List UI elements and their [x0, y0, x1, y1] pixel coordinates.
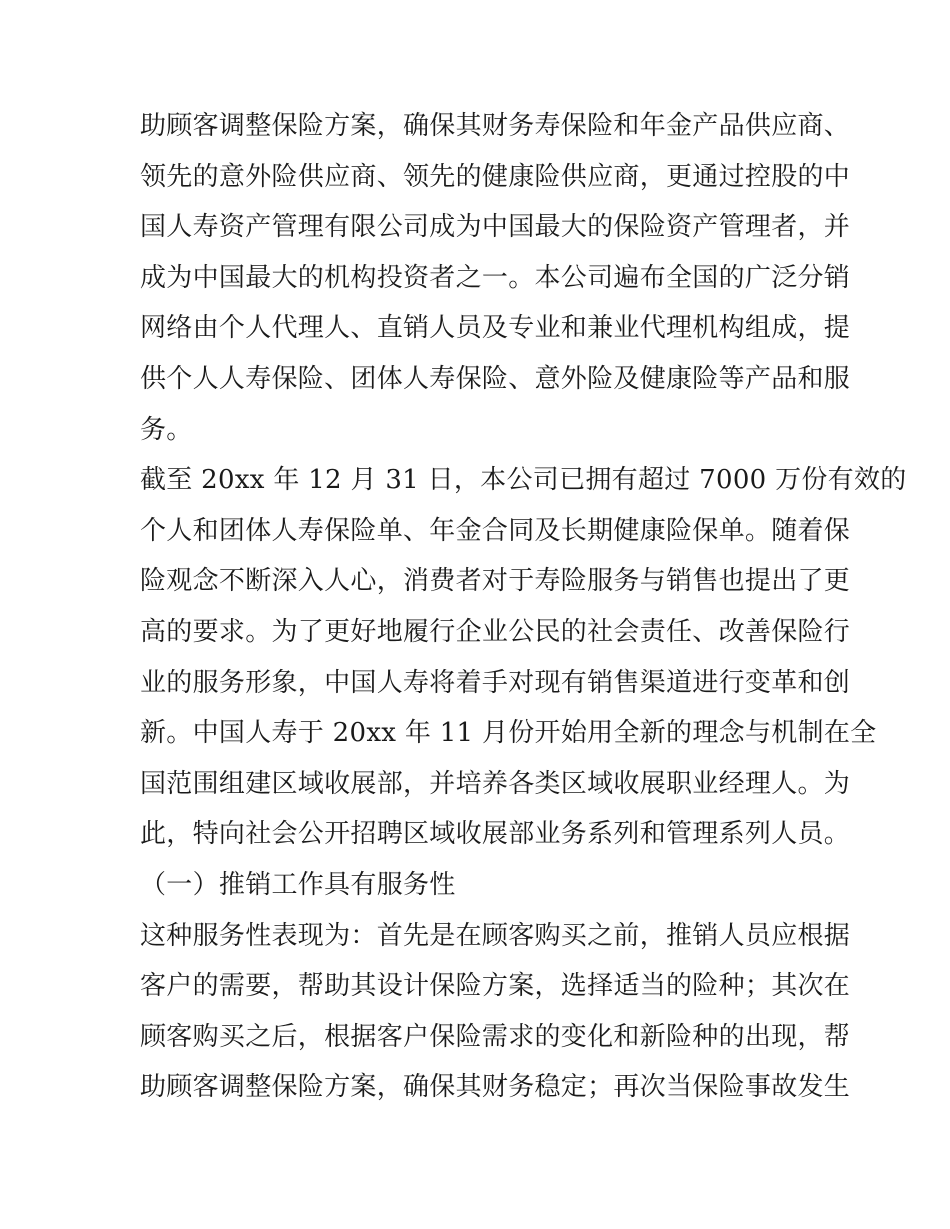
text-line: 成为中国最大的机构投资者之一。本公司遍布全国的广泛分销: [140, 262, 851, 293]
text-line: 领先的意外险供应商、领先的健康险供应商，更通过控股的中: [140, 161, 851, 192]
text-line: 国人寿资产管理有限公司成为中国最大的保险资产管理者，并: [140, 212, 851, 243]
text-line: 此，特向社会公开招聘区域收展部业务系列和管理系列人员。: [140, 819, 851, 850]
text-line: 国范围组建区域收展部，并培养各类区域收展职业经理人。为: [140, 768, 851, 799]
document-body: [140, 101, 907, 1113]
text-line: 网络由个人代理人、直销人员及专业和兼业代理机构组成，提: [140, 313, 851, 344]
text-line: 新。中国人寿于 20xx 年 11 月份开始用全新的理念与机制在全: [140, 718, 877, 749]
text-line: 助顾客调整保险方案，确保其财务稳定；再次当保险事故发生: [140, 1072, 851, 1103]
text-line: 供个人人寿保险、团体人寿保险、意外险及健康险等产品和服: [140, 363, 851, 394]
text-line: 助顾客调整保险方案，确保其财务寿保险和年金产品供应商、: [140, 111, 851, 141]
text-line: 业的服务形象，中国人寿将着手对现有销售渠道进行变革和创: [140, 667, 851, 698]
text-line: 顾客购买之后，根据客户保险需求的变化和新险种的出现，帮: [140, 1021, 851, 1052]
section-heading: （一）推销工作具有服务性: [140, 869, 456, 900]
text-line: 险观念不断深入人心，消费者对于寿险服务与销售也提出了更: [140, 566, 851, 597]
text-line: 截至 20xx 年 12 月 31 日，本公司已拥有超过 7000 万份有效的: [140, 465, 907, 496]
text-line: 客户的需要，帮助其设计保险方案，选择适当的险种；其次在: [140, 971, 851, 1002]
text-line: 高的要求。为了更好地履行企业公民的社会责任、改善保险行: [140, 616, 851, 647]
text-line: 这种服务性表现为：首先是在顾客购买之前，推销人员应根据: [140, 920, 851, 951]
text-line: 个人和团体人寿保险单、年金合同及长期健康险保单。随着保: [140, 515, 851, 546]
text-line: 务。: [140, 414, 193, 445]
